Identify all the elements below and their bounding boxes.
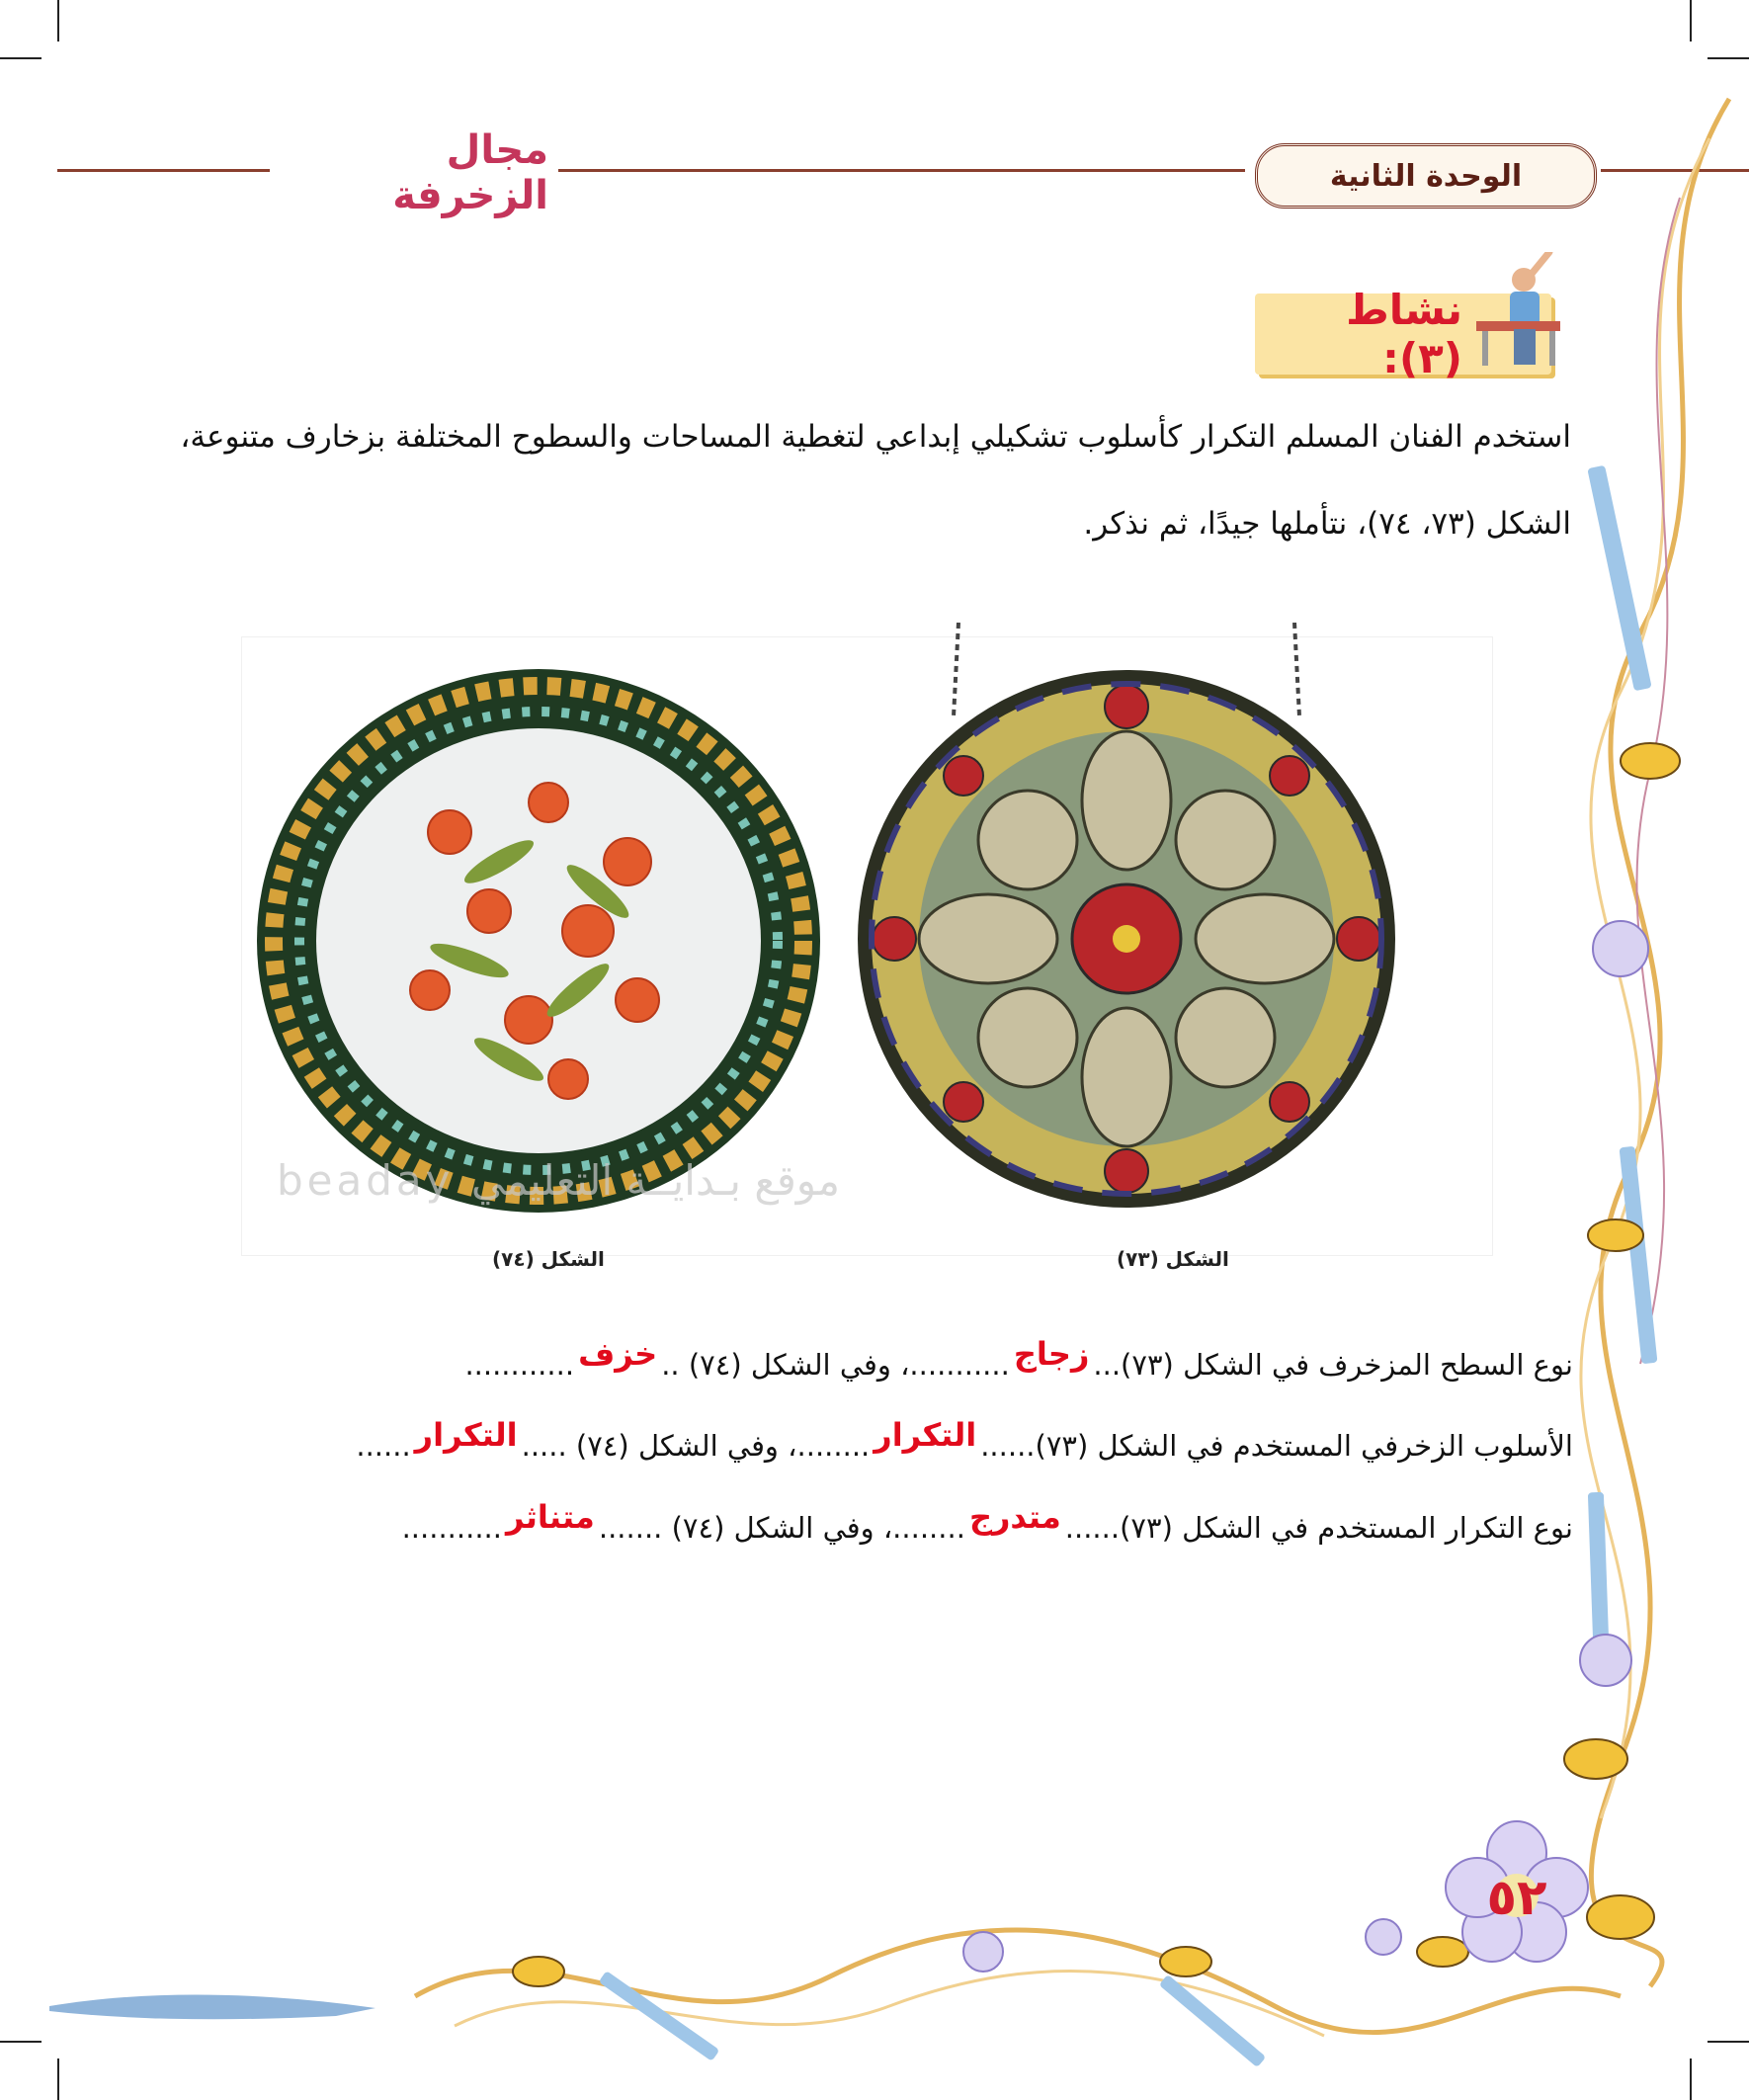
section-title: مجال الزخرفة	[282, 143, 548, 203]
question-text: ........، وفي الشكل (٧٤) .....	[521, 1429, 871, 1463]
paintbrush-icon	[49, 1994, 375, 2019]
header-rule-middle	[558, 169, 1245, 172]
question-row	[170, 1415, 1573, 1474]
crop-mark	[1690, 2058, 1692, 2100]
question-text: ......	[356, 1429, 411, 1463]
crop-mark	[0, 2041, 42, 2043]
student-raising-hand-icon	[1462, 252, 1571, 371]
question-text: ...........	[401, 1511, 502, 1545]
watermark: beaday موقع بـدايــة التعليمي	[277, 1156, 840, 1205]
question-text: نوع السطح المزخرف في الشكل (٧٣)...	[1093, 1348, 1573, 1382]
caption-figure-73: الشكل (٧٣)	[1117, 1247, 1229, 1271]
question-text: الأسلوب الزخرفي المستخدم في الشكل (٧٣)......	[980, 1429, 1573, 1463]
answer-text: التكرار	[414, 1416, 518, 1454]
answer-text: زجاج	[1013, 1335, 1090, 1373]
decorative-border-right	[1561, 79, 1749, 2006]
page-number: ٥٢	[1486, 1869, 1547, 1926]
pencil-icon	[1159, 1974, 1267, 2067]
crop-mark	[1690, 0, 1692, 42]
crop-mark	[1707, 2041, 1749, 2043]
activity-title: نشاط (٣):	[1346, 286, 1462, 382]
question-row	[170, 1334, 1573, 1393]
answer-text: متدرج	[968, 1498, 1061, 1536]
caption-figure-74: الشكل (٧٤)	[492, 1247, 605, 1271]
question-text: ............	[464, 1348, 575, 1382]
intro-line-1: استخدم الفنان المسلم التكرار كأسلوب تشكيلي إبداعي لتغطية المساحات والسطوح المختلفة بزخارف متنوعة،	[180, 419, 1571, 455]
ceramic-plate-image	[252, 664, 825, 1218]
header-rule-left	[57, 169, 270, 172]
question-row	[170, 1497, 1573, 1556]
answer-text: متناثر	[505, 1498, 595, 1536]
answer-text: التكرار	[874, 1416, 977, 1454]
pencil-icon	[599, 1971, 720, 2061]
question-text: نوع التكرار المستخدم في الشكل (٧٣)......	[1064, 1511, 1573, 1545]
question-text: ...........، وفي الشكل (٧٤) ..	[661, 1348, 1010, 1382]
crop-mark	[57, 0, 59, 42]
crop-mark	[1707, 57, 1749, 59]
answer-text: خزف	[578, 1335, 658, 1373]
stained-glass-window-image	[845, 623, 1398, 1216]
question-text: ........، وفي الشكل (٧٤) .......	[598, 1511, 965, 1545]
crop-mark	[0, 57, 42, 59]
intro-line-2: الشكل (٧٣، ٧٤)، نتأملها جيدًا، ثم نذكر.	[1083, 506, 1571, 542]
unit-title: الوحدة الثانية	[1255, 143, 1597, 209]
decorative-border-bottom	[40, 1897, 1640, 2075]
